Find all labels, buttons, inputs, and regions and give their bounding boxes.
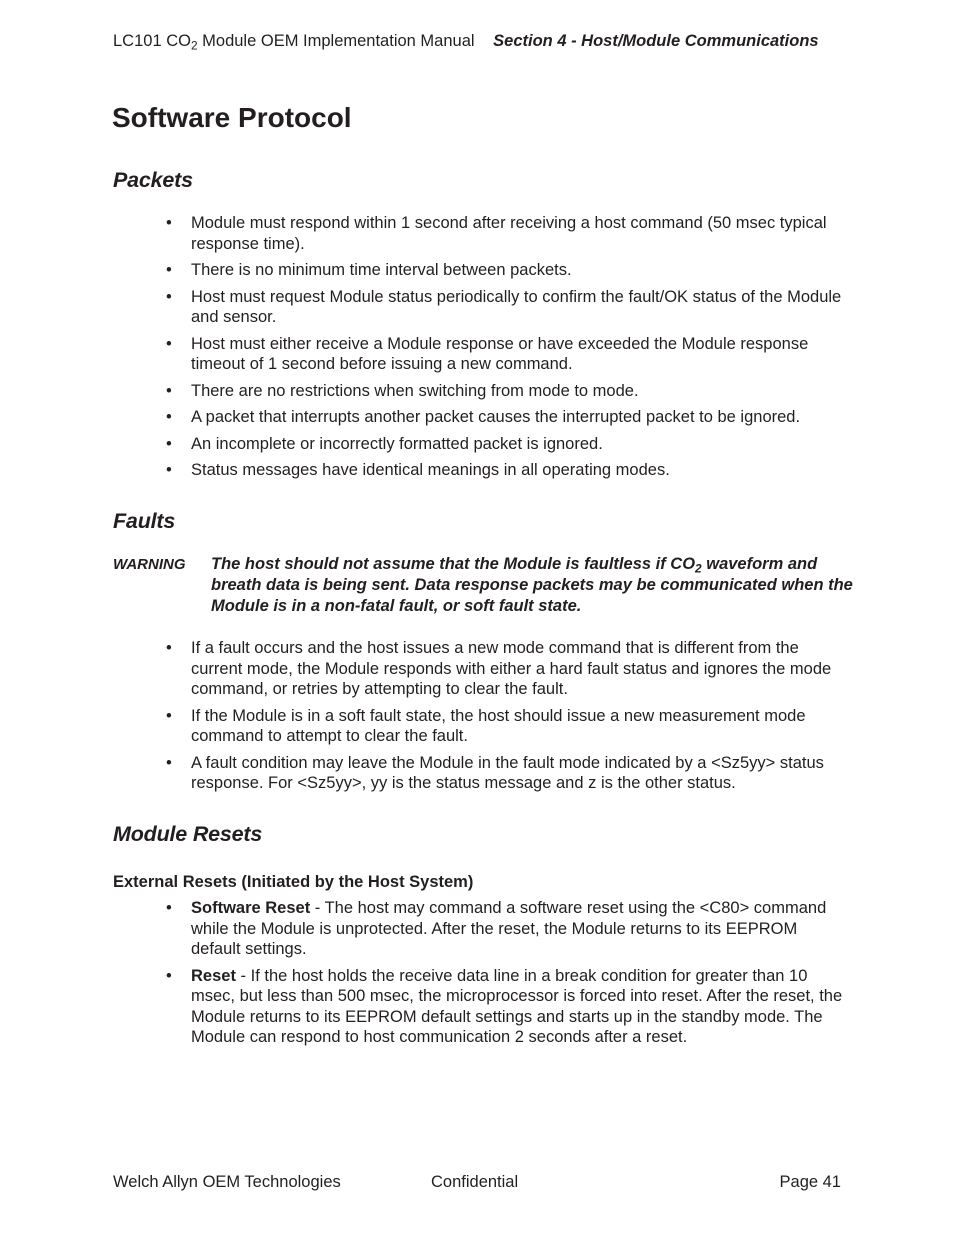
resets-list [165, 898, 845, 1054]
list-item: • If a fault occurs and the host issues a new mode command that is different from the current mode, the Module responds with either a hard fault status and ignores the mode command, or retries by attempting to clear the fault. [165, 638, 845, 700]
item-text: - If the host holds the receive data line in a break condition for greater than 10 msec, but less than 500 msec, the microprocessor is forced into reset. After the reset, the Module returns to its EEPROM default settings and starts up in the standby mode. The Module can respond to host communication 2 seconds after a reset. [191, 966, 843, 1046]
warning-note [113, 554, 853, 617]
packets-list [165, 213, 845, 487]
list-item: • If the Module is in a soft fault state, the host should issue a new measurement mode command to attempt to clear the fault. [165, 706, 845, 747]
list-item: • There are no restrictions when switching from mode to mode. [165, 381, 845, 402]
faults-heading: Faults [113, 509, 176, 533]
item-term: Software Reset [191, 899, 311, 917]
list-item: • Module must respond within 1 second after receiving a host command (50 msec typical response time). [165, 213, 845, 254]
faults-list [165, 638, 845, 800]
section-title: Section 4 - Host/Module Communications [493, 32, 819, 50]
manual-title: LC101 $CO_2$ Module OEM Implementation Manual [113, 32, 475, 53]
footer-company: Welch Allyn OEM Technologies [113, 1173, 341, 1191]
warning-label: WARNING [113, 556, 186, 573]
list-item: • A packet that interrupts another packet causes the interrupted packet to be ignored. [165, 407, 845, 428]
running-header [113, 32, 843, 51]
page-title: Software Protocol [112, 102, 352, 133]
item-term: Reset [191, 966, 236, 985]
external-resets-subheading: External Resets (Initiated by the Host System) [113, 873, 474, 891]
list-item [165, 898, 845, 960]
module-resets-heading: Module Resets [113, 822, 263, 846]
list-item: • A fault condition may leave the Module in the fault mode indicated by a <Sz5yy> status response. For <Sz5yy>, yy is the status message and z is the other status. [165, 753, 845, 794]
list-item: • Host must request Module status periodically to confirm the fault/OK status of the Module and sensor. [165, 287, 845, 328]
footer-confidential: Confidential [431, 1173, 519, 1191]
list-item: • An incomplete or incorrectly formatted packet is ignored. [165, 434, 845, 455]
packets-heading: Packets [113, 168, 193, 192]
list-item: • Status messages have identical meanings in all operating modes. [165, 460, 845, 481]
list-item: • Host must either receive a Module response or have exceeded the Module response timeout of 1 second before issuing a new command. [165, 334, 845, 375]
list-item: • There is no minimum time interval between packets. [165, 260, 845, 281]
footer-page-number: Page 41 [779, 1173, 841, 1191]
list-item [165, 966, 845, 1048]
warning-text: The host should not assume that the Module is faultless if $CO_2$ waveform and breath data is being sent. Data response packets may be communicated when the Module is in a non-fatal fault, or soft fault state. [211, 555, 853, 615]
item-text: - The host may command a software reset using the <C80> command while the Module is unprotected. After the reset, the Module returns to its EEPROM default settings. [191, 899, 827, 958]
